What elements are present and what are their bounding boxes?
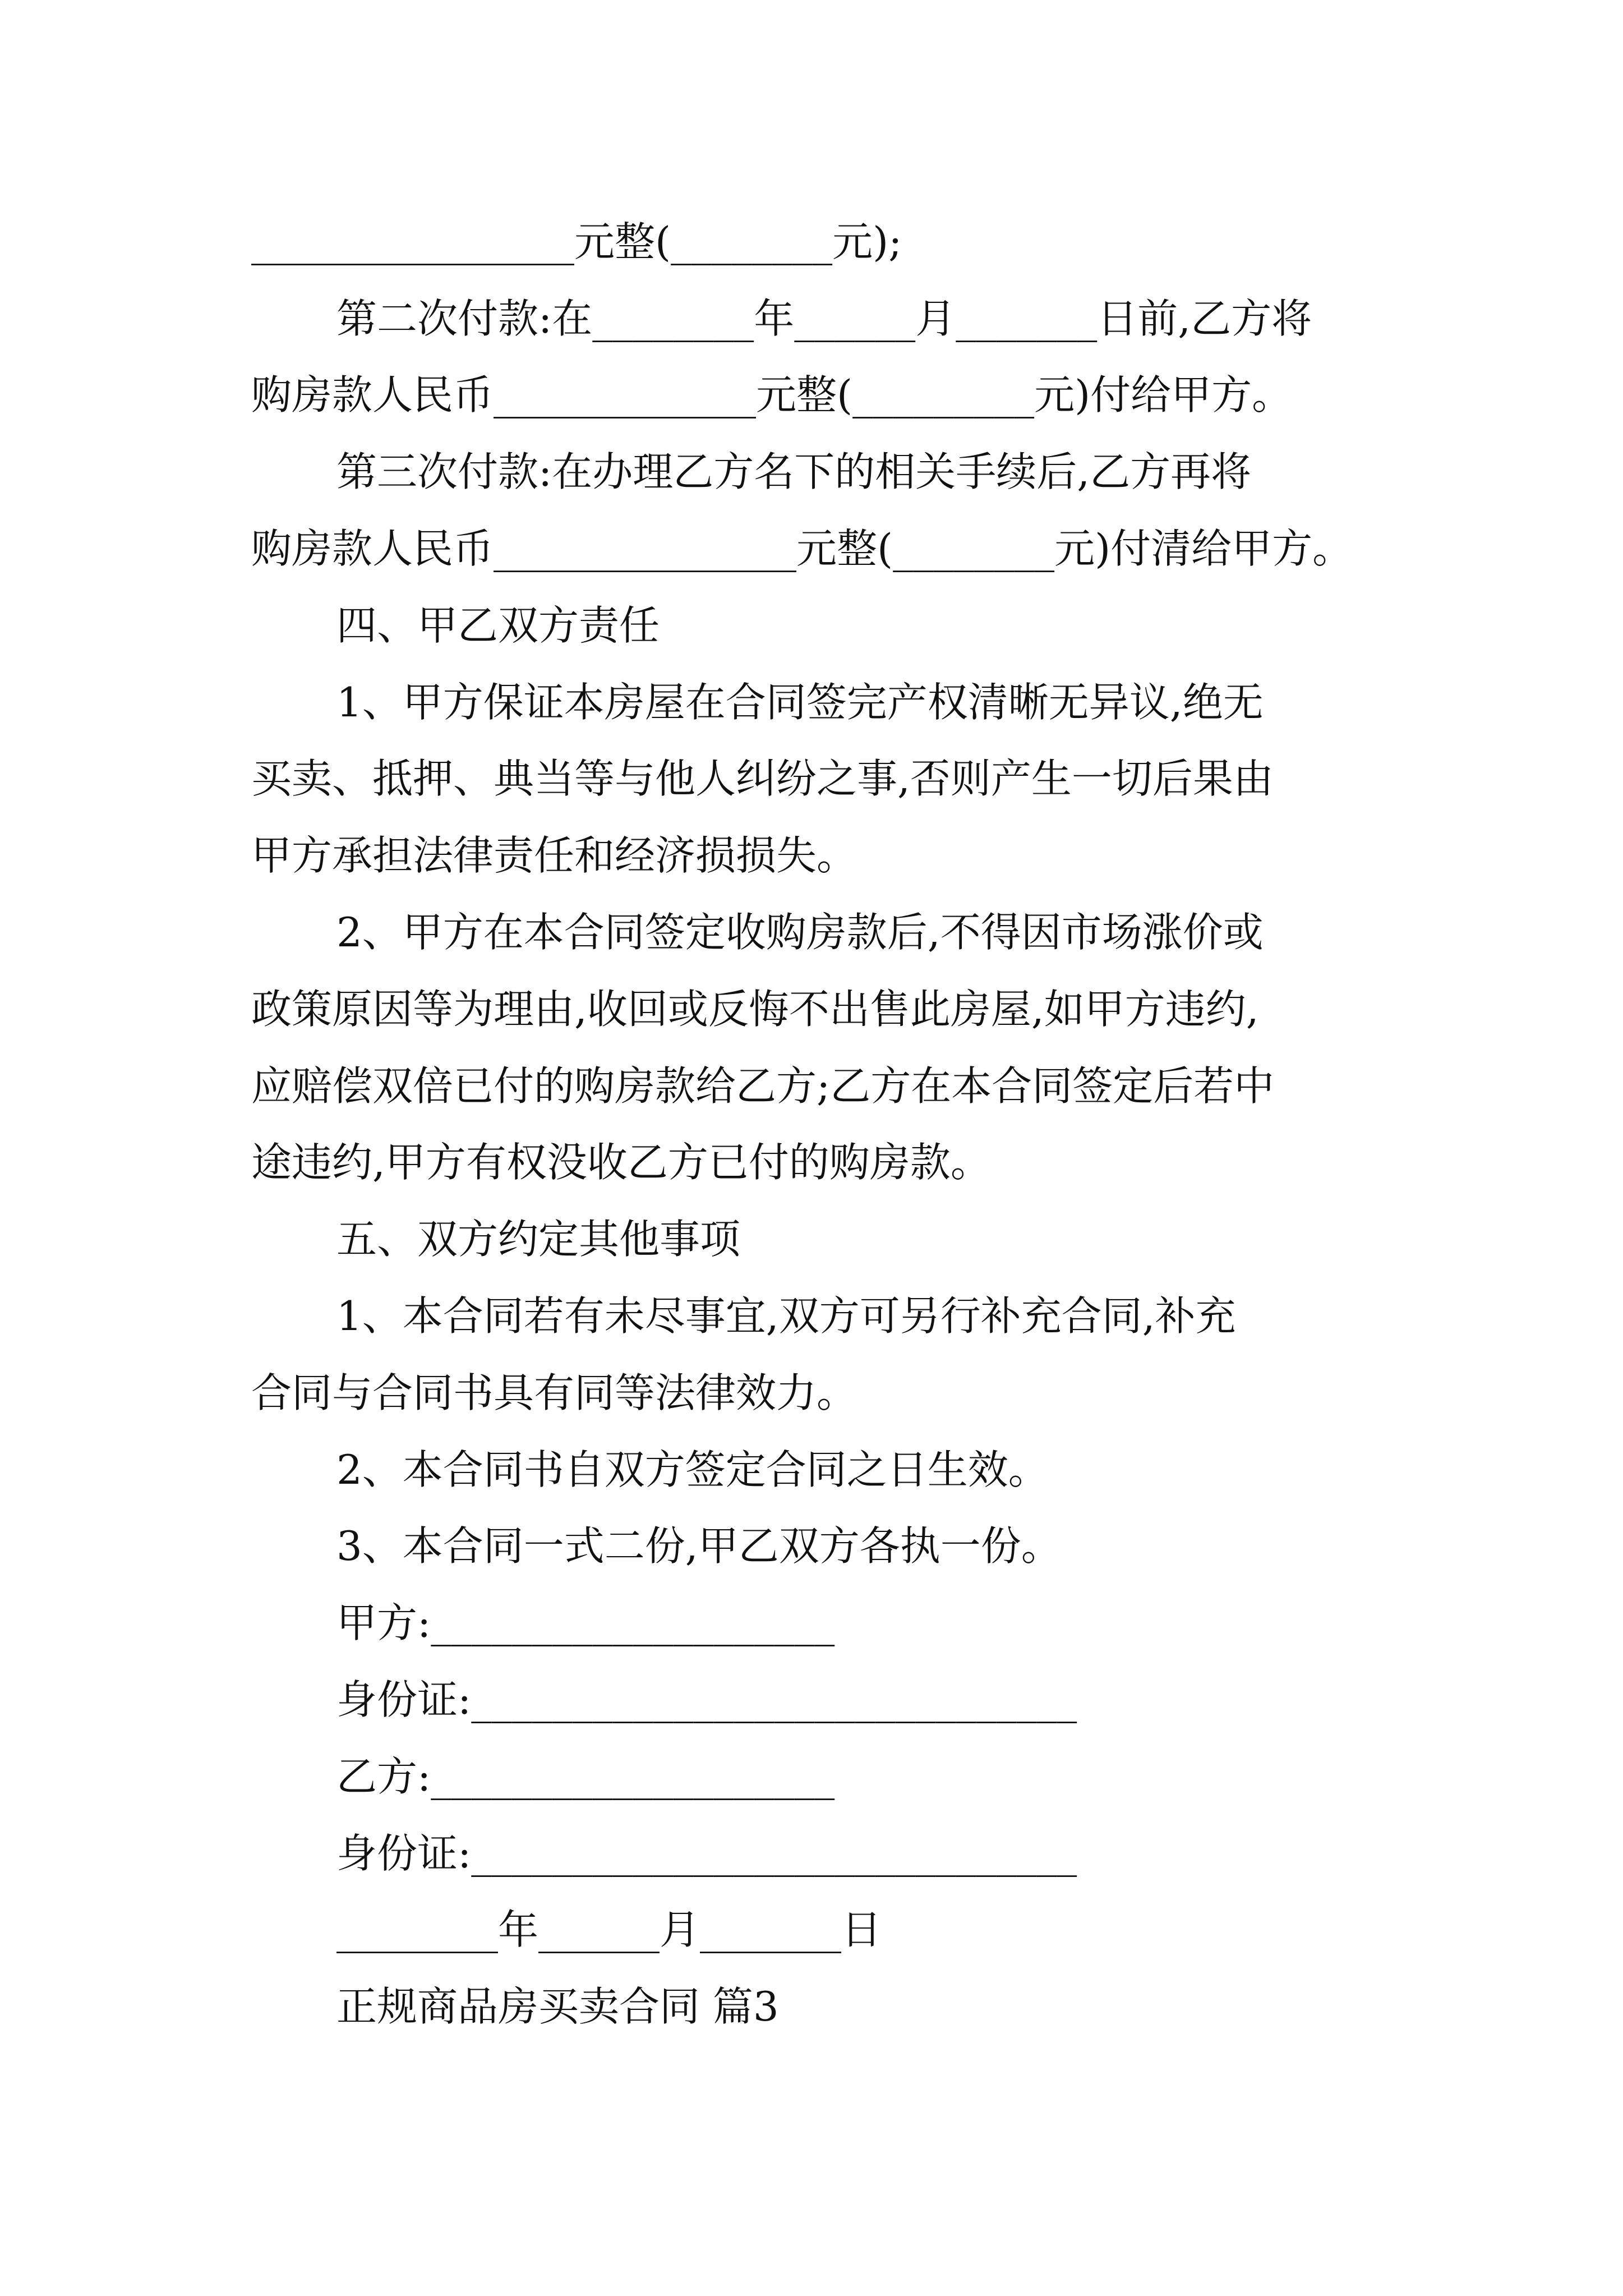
contract-line: 1、本合同若有未尽事宜,双方可另行补充合同,补充 xyxy=(336,1292,1236,1340)
signature-id-b: 身份证:______________________________ xyxy=(336,1830,1077,1877)
contract-line: 3、本合同一式二份,甲乙双方各执一份。 xyxy=(336,1522,1062,1570)
contract-line: 买卖、抵押、典当等与他人纠纷之事,否则产生一切后果由 xyxy=(251,755,1274,802)
contract-line: 购房款人民币_______________元整(________元)付清给甲方。 xyxy=(251,525,1353,572)
section-heading: 四、甲乙双方责任 xyxy=(336,602,660,649)
contract-line: 甲方承担法律责任和经济损损失。 xyxy=(251,832,857,879)
contract-line: 第三次付款:在办理乙方名下的相关手续后,乙方再将 xyxy=(336,448,1252,495)
contract-line: 途违约,甲方有权没收乙方已付的购房款。 xyxy=(251,1139,991,1186)
contract-line: ________________元整(________元); xyxy=(251,218,902,265)
contract-line: 合同与合同书具有同等法律效力。 xyxy=(251,1369,857,1416)
signature-date: ________年______月_______日 xyxy=(336,1906,882,1953)
contract-line: 第二次付款:在________年______月_______日前,乙方将 xyxy=(336,295,1312,342)
contract-line: 1、甲方保证本房屋在合同签完产权清晰无异议,绝无 xyxy=(336,679,1264,726)
contract-line: 应赔偿双倍已付的购房款给乙方;乙方在本合同签定后若中 xyxy=(251,1062,1275,1110)
contract-line: 2、本合同书自双方签定合同之日生效。 xyxy=(336,1446,1049,1493)
section-heading: 五、双方约定其他事项 xyxy=(336,1216,741,1263)
next-section-title: 正规商品房买卖合同 篇3 xyxy=(336,1983,779,2030)
contract-line: 购房款人民币_____________元整(_________元)付给甲方。 xyxy=(251,371,1293,418)
contract-line: 2、甲方在本合同签定收购房款后,不得因市场涨价或 xyxy=(336,909,1264,956)
signature-party-a: 甲方:____________________ xyxy=(336,1599,835,1646)
signature-party-b: 乙方:____________________ xyxy=(336,1753,835,1800)
contract-line: 政策原因等为理由,收回或反悔不出售此房屋,如甲方违约, xyxy=(251,986,1259,1033)
signature-id-a: 身份证:______________________________ xyxy=(336,1676,1077,1723)
